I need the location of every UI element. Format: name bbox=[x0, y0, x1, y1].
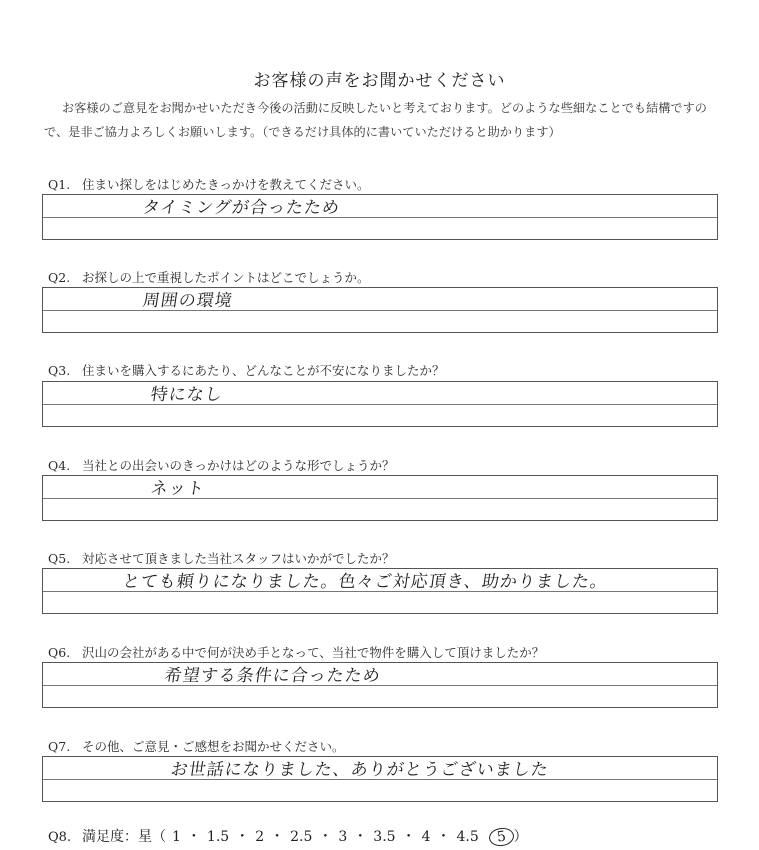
question-text: 住まいを購入するにあたり、どんなことが不安になりましたか？ bbox=[82, 363, 445, 378]
answer-box-1[interactable] bbox=[42, 194, 718, 240]
question-text: その他、ご意見・ご感想をお聞かせください。 bbox=[82, 739, 345, 754]
page-title: お客様の声をお聞かせください bbox=[253, 71, 506, 91]
rating-option[interactable]: 4.5 bbox=[456, 829, 479, 845]
question-3 bbox=[48, 361, 445, 379]
satisfaction-rating: Q8. 満足度：星（ 1 ・ 1.5 ・ 2 ・ 2.5 ・ 3 ・ 3.5 ・ 4 ・ 4.5 5 ） bbox=[48, 826, 528, 846]
question-text: お探しの上で重視したポイントはどこでしょうか。 bbox=[82, 270, 370, 285]
rating-label: 満足度：星（ bbox=[82, 829, 166, 845]
answer-box-2[interactable] bbox=[42, 287, 718, 333]
question-number: Q5. bbox=[48, 551, 71, 566]
intro-text: お客様のご意見をお聞かせいただき今後の活動に反映したいと考えております。どのような些細なことでも結構ですので、是非ご協力よろしくお願いします。（できるだけ具体的に書いていただけると助かります） bbox=[44, 101, 707, 139]
handwritten-answer: 希望する条件に合ったため bbox=[163, 666, 383, 686]
question-number: Q6. bbox=[48, 645, 71, 660]
question-6 bbox=[48, 643, 544, 661]
question-number: Q1. bbox=[48, 177, 71, 192]
rating-option[interactable]: 2.5 bbox=[290, 829, 313, 845]
question-number: Q2. bbox=[48, 270, 71, 285]
rating-option[interactable]: 1.5 bbox=[206, 829, 230, 845]
question-text: 対応させて頂きました当社スタッフはいかがでしたか？ bbox=[82, 551, 395, 566]
answer-box-7[interactable] bbox=[42, 756, 718, 802]
question-text: 沢山の会社がある中で何が決め手となって、当社で物件を購入して頂けましたか？ bbox=[82, 645, 545, 660]
question-1 bbox=[48, 175, 370, 193]
question-number: Q8. bbox=[48, 830, 72, 845]
question-number: Q3. bbox=[48, 363, 71, 378]
question-text: 当社との出会いのきっかけはどのような形でしょうか？ bbox=[82, 458, 395, 473]
question-number: Q4. bbox=[48, 458, 71, 473]
rating-close: ） bbox=[513, 829, 528, 845]
answer-box-4[interactable] bbox=[42, 475, 718, 521]
rating-option[interactable]: 3 bbox=[338, 829, 348, 845]
handwritten-answer: ネット bbox=[149, 479, 207, 499]
handwritten-answer: とても頼りになりました。色々ご対応頂き、助かりました。 bbox=[121, 572, 610, 592]
question-7 bbox=[48, 737, 345, 755]
rating-option[interactable]: 3.5 bbox=[373, 829, 396, 845]
handwritten-answer: 特になし bbox=[149, 385, 225, 405]
handwritten-answer: お世話になりました、ありがとうございました bbox=[169, 760, 551, 780]
rating-option[interactable]: 4 bbox=[421, 829, 431, 845]
handwritten-answer: タイミングが合ったため bbox=[141, 198, 342, 218]
rating-option[interactable]: 2 bbox=[255, 829, 265, 845]
question-4 bbox=[48, 456, 395, 474]
answer-box-6[interactable] bbox=[42, 662, 718, 708]
question-2 bbox=[48, 268, 370, 286]
answer-box-5[interactable] bbox=[42, 568, 718, 614]
question-5 bbox=[48, 549, 395, 567]
question-number: Q7. bbox=[48, 739, 71, 754]
rating-option[interactable]: 1 bbox=[172, 829, 181, 845]
selected-rating-circle[interactable]: 5 bbox=[488, 826, 515, 847]
answer-box-3[interactable] bbox=[42, 381, 718, 427]
handwritten-answer: 周囲の環境 bbox=[141, 291, 235, 311]
question-text: 住まい探しをはじめたきっかけを教えてください。 bbox=[82, 177, 370, 192]
